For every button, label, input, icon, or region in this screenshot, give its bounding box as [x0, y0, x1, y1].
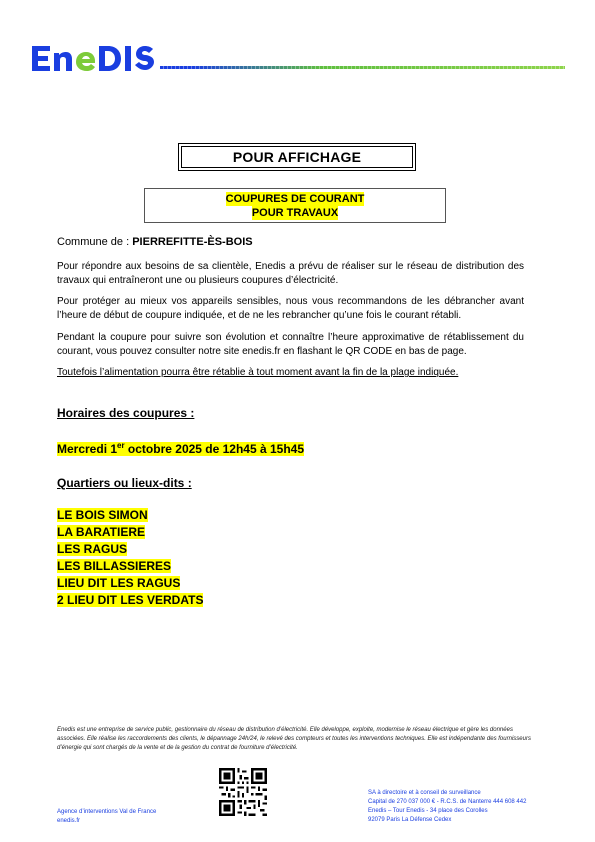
date-prefix: Mercredi 1: [57, 442, 118, 456]
list-item: [57, 575, 203, 592]
paragraph-2: Pour protéger au mieux vos appareils sensibles, nous vous recommandons de les débrancher avant l’heure de début de coupure indiquée, et de ne les rebrancher qu’une fois le courant rétabli.: [57, 296, 524, 321]
place-name: 2 LIEU DIT LES VERDATS: [57, 593, 204, 607]
place-name: LE BOIS SIMON: [57, 508, 148, 522]
list-item: [57, 541, 203, 558]
agency-name: Agence d’interventions Val de France: [57, 809, 157, 815]
horaires-heading: Horaires des coupures :: [57, 406, 195, 420]
company-line-1: SA à directoire et à conseil de surveillance: [368, 790, 481, 796]
footer-note: Enedis est une entreprise de service public, gestionnaire du réseau de distribution d’électricité. Elle développe, exploite, modernise le réseau électrique et gère les données associées. Elle réalise les raccordements des clients, le dépannage 24h/24, le relevé des compteurs et toutes les interventions techniques. Elle est indépendante des fournisseurs d’énergie qui sont chargés de la vente et de la gestion du contrat de fourniture d’électricité.: [57, 727, 531, 751]
website-link[interactable]: enedis.fr: [57, 818, 81, 824]
company-info: [368, 789, 526, 825]
list-item: [57, 507, 203, 524]
date-sup: er: [117, 441, 125, 450]
logo-underline: [160, 66, 565, 69]
list-item: [57, 524, 203, 541]
subtitle-line-2: POUR TRAVAUX: [251, 206, 339, 219]
commune-label: Commune de :: [57, 236, 130, 248]
date-highlight: [57, 442, 304, 456]
paragraph-3: Pendant la coupure pour suivre son évolution et connaître l’heure approximative de rétablissement du courant, vous pouvez consulter notre site enedis.fr en flashant le QR CODE en bas de page.: [57, 332, 524, 357]
list-item: [57, 558, 203, 575]
date-line: [57, 441, 304, 456]
qr-code-icon[interactable]: [219, 768, 267, 816]
agency-info: [57, 808, 156, 826]
place-name: LIEU DIT LES RAGUS: [57, 576, 181, 590]
title-box: [178, 143, 416, 171]
company-line-2: Capital de 270 037 000 € - R.C.S. de Nanterre 444 608 442: [368, 799, 527, 805]
subtitle-line-1: COUPURES DE COURANT: [225, 192, 365, 205]
paragraph-1: Pour répondre aux besoins de sa clientèle, Enedis a prévu de réaliser sur le réseau de distribution des travaux qui entraîneront une ou plusieurs coupures d’électricité.: [57, 261, 524, 286]
page-title: POUR AFFICHAGE: [232, 149, 362, 165]
place-name: LES BILLASSIERES: [57, 559, 172, 573]
company-line-3: Enedis – Tour Enedis - 34 place des Corolles: [368, 808, 488, 814]
place-name: LES RAGUS: [57, 542, 128, 556]
enedis-logo: [30, 40, 156, 74]
place-name: LA BARATIERE: [57, 525, 145, 539]
date-suffix: octobre 2025 de 12h45 à 15h45: [124, 442, 305, 456]
quartiers-heading: Quartiers ou lieux-dits :: [57, 476, 192, 490]
paragraph-4: Toutefois l’alimentation pourra être rétablie à tout moment avant la fin de la plage indiquée.: [57, 367, 459, 378]
company-line-4: 92079 Paris La Défense Cedex: [368, 817, 452, 823]
subtitle-box: [144, 188, 446, 223]
list-item: [57, 592, 203, 609]
commune-line: [57, 236, 253, 248]
commune-value: PIERREFITTE-ÈS-BOIS: [132, 236, 253, 248]
places-list: [57, 507, 203, 609]
